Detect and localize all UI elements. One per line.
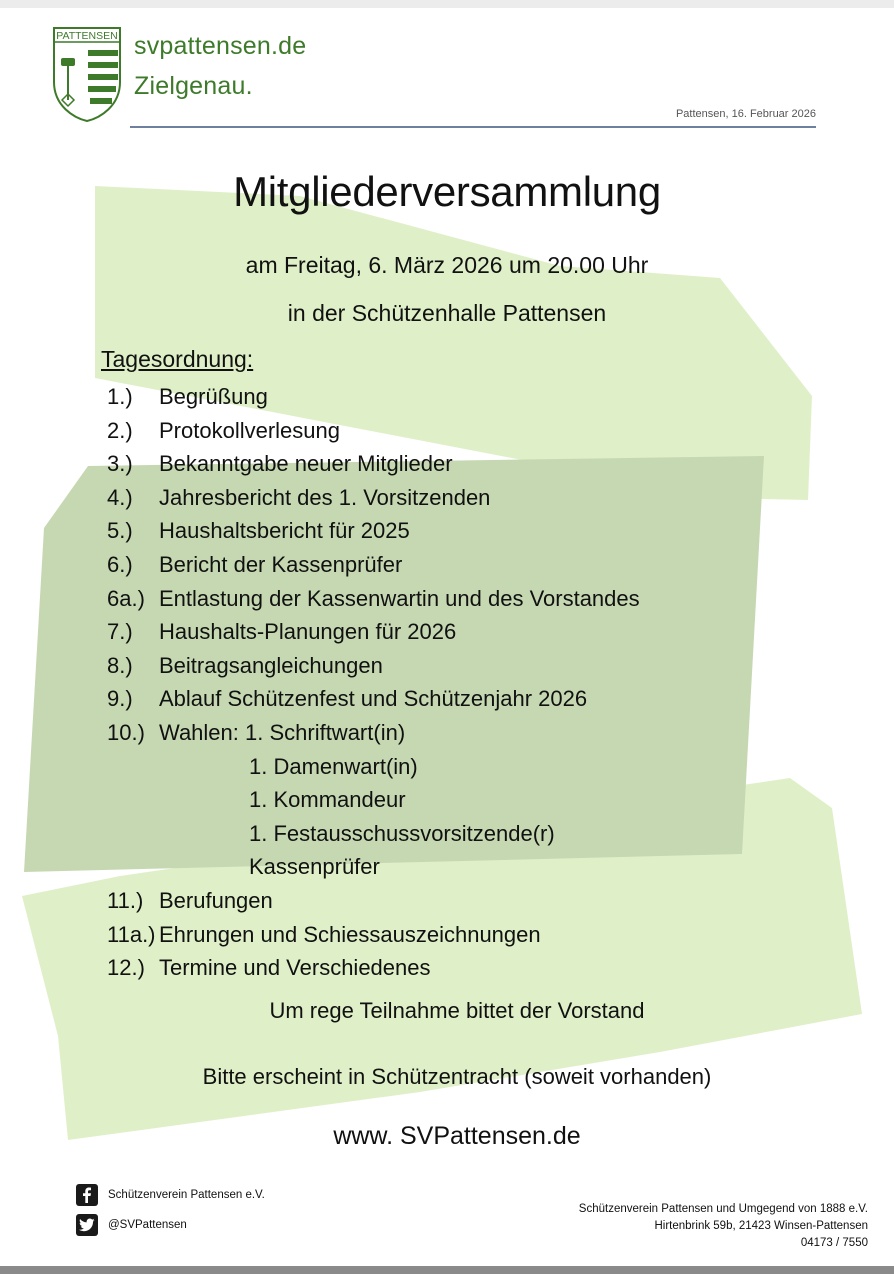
page-title: Mitgliederversammlung	[233, 168, 661, 215]
agenda-item	[107, 884, 867, 918]
agenda-subitem	[107, 817, 867, 851]
agenda-item-text: Begrüßung	[159, 384, 268, 409]
event-location: in der Schützenhalle Pattensen	[287, 300, 607, 326]
agenda-item-number: 6.)	[107, 551, 133, 577]
agenda-item	[107, 414, 867, 448]
agenda-item-number: 11.)	[107, 887, 144, 913]
agenda-item-text: Bericht der Kassenprüfer	[159, 551, 403, 577]
agenda-item-text: Berufungen	[159, 887, 273, 913]
agenda-subitem-text: 1. Kommandeur	[249, 787, 406, 813]
agenda-item-number: 8.)	[107, 652, 133, 678]
agenda-item-text: Beitragsangleichungen	[159, 652, 383, 678]
agenda-item	[107, 716, 867, 750]
closing-request: Um rege Teilnahme bittet der Vorstand	[269, 998, 645, 1023]
agenda-item-text: Jahresbericht des 1. Vorsitzenden	[159, 484, 491, 510]
agenda-subitem	[107, 850, 867, 884]
document-page	[0, 8, 894, 1266]
agenda-item-text: Entlastung der Kassenwartin und des Vorstandes	[159, 585, 640, 611]
event-datetime: am Freitag, 6. März 2026 um 20.00 Uhr	[245, 252, 649, 278]
agenda-item	[107, 918, 867, 952]
twitter-link[interactable]	[76, 1214, 187, 1236]
facebook-link[interactable]	[76, 1184, 265, 1206]
shield-crest-icon	[52, 26, 122, 122]
agenda-item-text: Wahlen: 1. Schriftwart(in)	[159, 719, 406, 745]
agenda-item-number: 10.)	[107, 719, 145, 745]
agenda-subitem-text: 1. Damenwart(in)	[249, 753, 418, 779]
agenda-item	[107, 548, 867, 582]
agenda-item-number: 5.)	[107, 518, 133, 544]
agenda-subitem-text: 1. Festausschussvorsitzende(r)	[249, 820, 555, 846]
header-divider	[130, 126, 816, 128]
agenda-item-number: 11a.)	[107, 921, 156, 947]
agenda-heading: Tagesordnung:	[101, 346, 254, 372]
agenda-item-number: 6a.)	[107, 585, 145, 611]
bottom-edge	[0, 1266, 894, 1274]
twitter-icon	[76, 1214, 98, 1236]
dress-code-note: Bitte erscheint in Schützentracht (soweit vorhanden)	[202, 1064, 712, 1089]
agenda-item-text: Ablauf Schützenfest und Schützenjahr 2026	[159, 686, 588, 712]
facebook-icon	[76, 1184, 98, 1206]
agenda-item	[107, 615, 867, 649]
agenda-item	[107, 682, 867, 716]
agenda-item-number: 12.)	[107, 955, 145, 981]
agenda-item	[107, 447, 867, 481]
agenda-item	[107, 649, 867, 683]
website-link[interactable]: www. SVPattensen.de	[333, 1122, 581, 1150]
agenda-item	[107, 951, 867, 985]
agenda-item-text: Haushaltsbericht für 2025	[159, 518, 410, 544]
agenda-item-number: 2.)	[107, 417, 133, 443]
document-date: Pattensen, 16. Februar 2026	[675, 108, 816, 120]
twitter-label: @SVPattensen	[108, 1219, 187, 1231]
agenda-item	[107, 514, 867, 548]
phone-number: 04173 / 7550	[800, 1237, 868, 1249]
agenda-item	[107, 380, 867, 414]
agenda-list	[107, 380, 867, 985]
agenda-item-number: 7.)	[107, 619, 133, 645]
brand-slogan: Zielgenau.	[134, 72, 253, 100]
agenda-item-number: 1.)	[107, 384, 133, 409]
agenda-item-text: Ehrungen und Schiessauszeichnungen	[159, 921, 541, 947]
agenda-item-text: Protokollverlesung	[159, 417, 340, 443]
brand-domain: svpattensen.de	[134, 32, 307, 60]
agenda-item-number: 9.)	[107, 686, 133, 712]
facebook-label: Schützenverein Pattensen e.V.	[108, 1189, 265, 1201]
agenda-subitem	[107, 750, 867, 784]
agenda-item-text: Termine und Verschiedenes	[159, 955, 431, 981]
agenda-item	[107, 582, 867, 616]
club-address	[579, 1201, 868, 1252]
agenda-item-number: 4.)	[107, 484, 133, 510]
agenda-item-text: Haushalts-Planungen für 2026	[159, 619, 457, 645]
agenda-subitem-text: Kassenprüfer	[249, 854, 380, 880]
address-line: Hirtenbrink 59b, 21423 Winsen-Pattensen	[654, 1220, 868, 1232]
agenda-item-number: 3.)	[107, 451, 133, 477]
crest-label: PATTENSEN	[56, 30, 118, 42]
address-line: Schützenverein Pattensen und Umgegend von 1888 e.V.	[578, 1203, 868, 1215]
agenda-item-text: Bekanntgabe neuer Mitglieder	[159, 451, 453, 477]
agenda-subitem	[107, 783, 867, 817]
agenda-item	[107, 481, 867, 515]
